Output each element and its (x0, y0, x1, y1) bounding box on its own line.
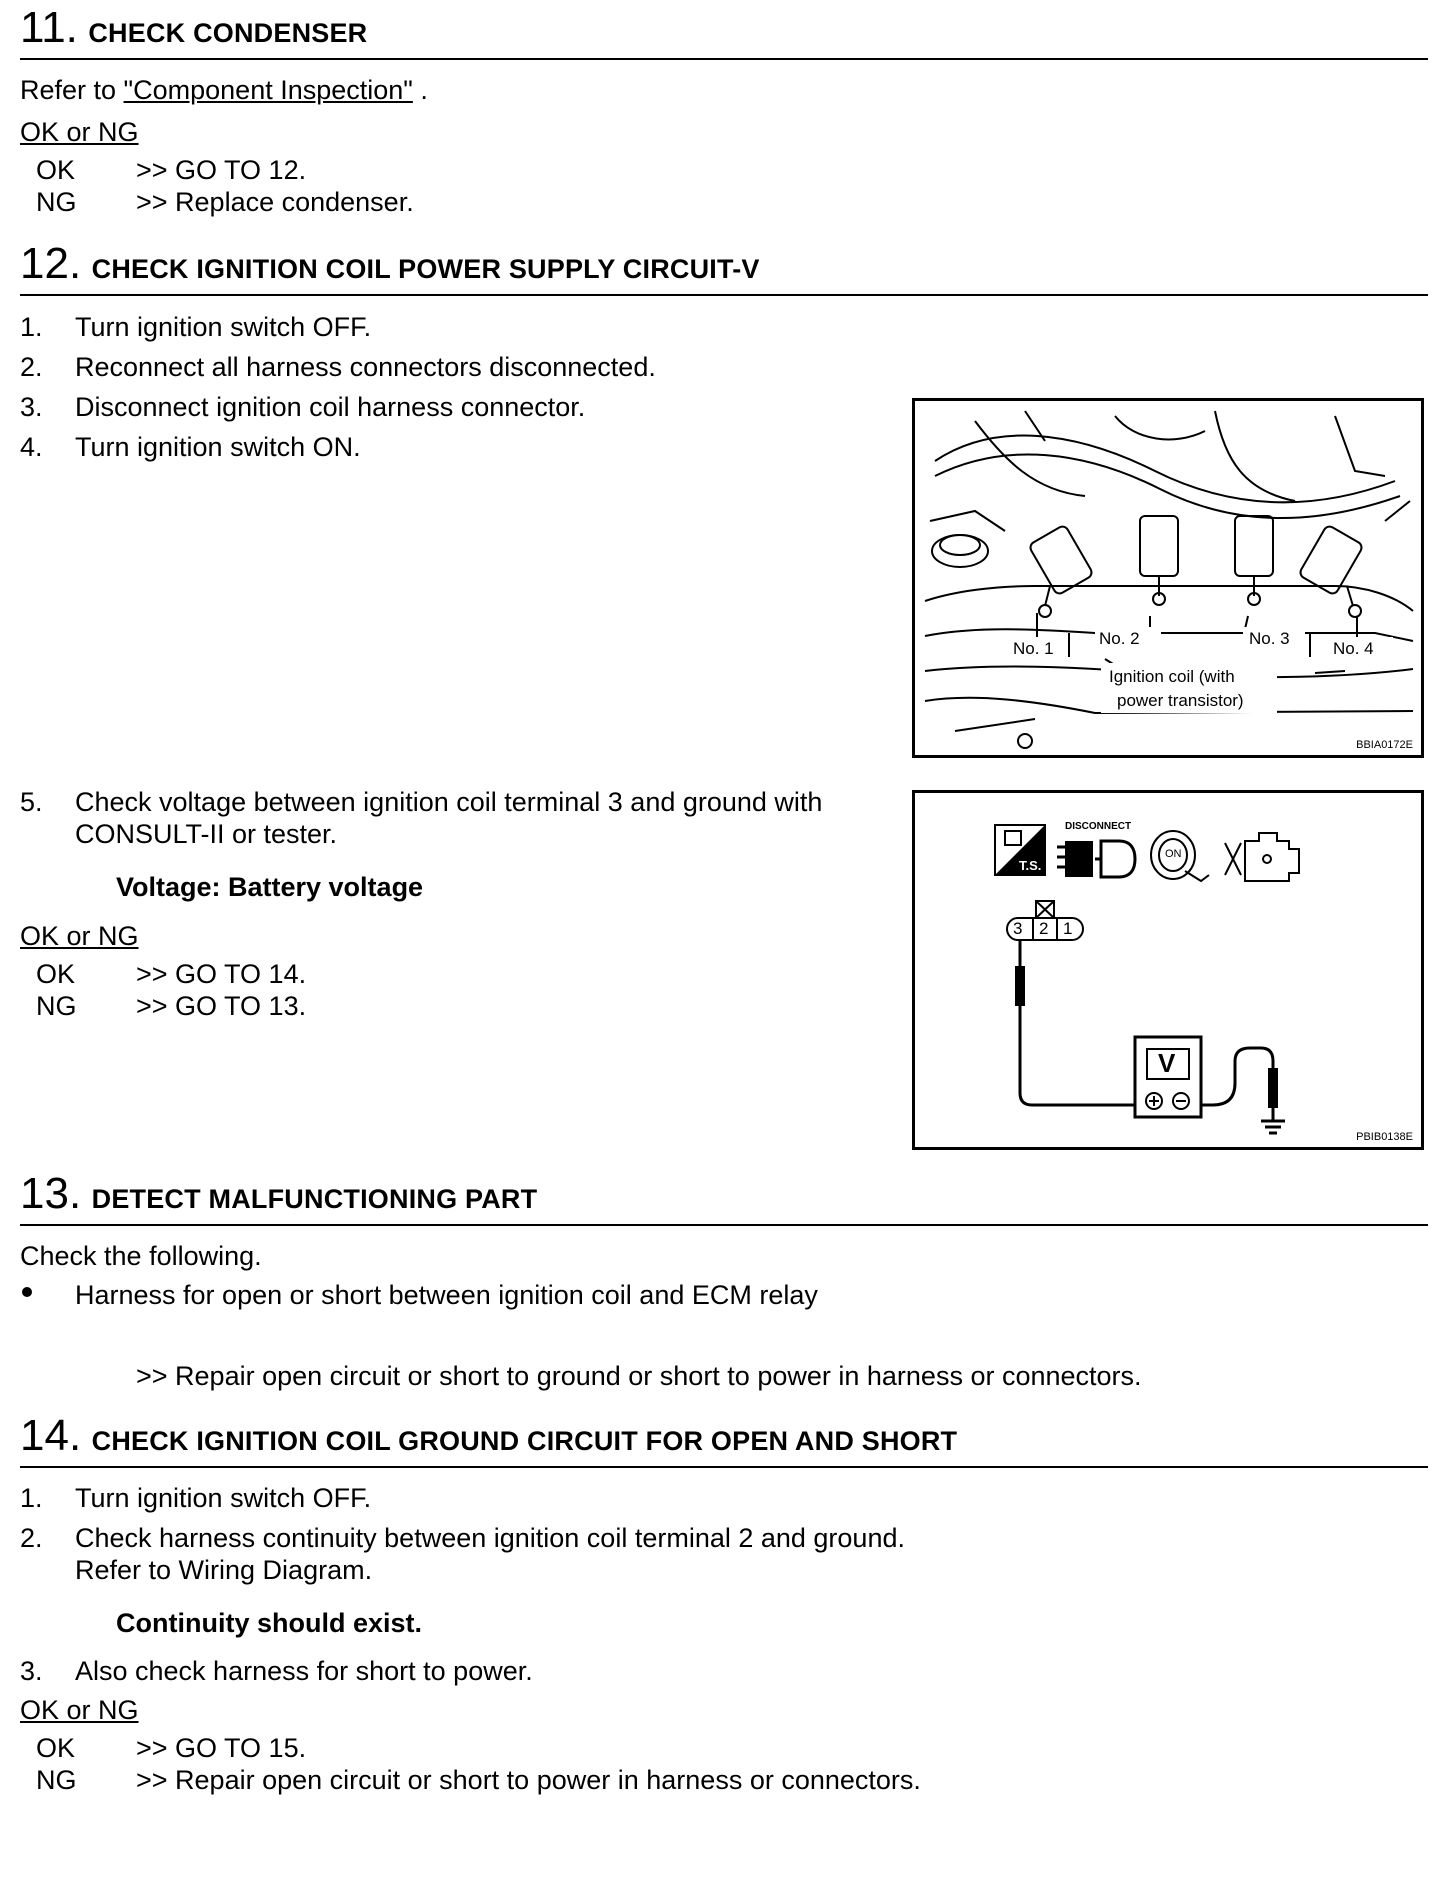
step-text: Turn ignition switch ON. (75, 432, 361, 462)
coil-label-no4: No. 4 (1333, 639, 1374, 658)
spec-voltage: Voltage: Battery voltage (116, 872, 424, 902)
ng-label: NG (36, 187, 77, 217)
coil-label-no2: No. 2 (1099, 629, 1140, 648)
section-divider (20, 1224, 1428, 1226)
spec-continuity: Continuity should exist. (116, 1608, 423, 1638)
ok-or-ng-heading: OK or NG (20, 117, 139, 147)
section-divider (20, 294, 1428, 296)
step-number: 2. (20, 1523, 43, 1553)
disconnect-label: DISCONNECT (1065, 821, 1132, 832)
disconnect-icon (1057, 841, 1135, 877)
section-title: CHECK IGNITION COIL GROUND CIRCUIT FOR OPEN AND SHORT (91, 1426, 958, 1456)
voltage-check-figure (912, 790, 1424, 1150)
refer-suffix: . (412, 75, 428, 105)
step-text: Turn ignition switch OFF. (75, 312, 372, 342)
step-number: 3. (20, 392, 43, 422)
step-text-cont: CONSULT-II or tester. (75, 819, 338, 849)
check-intro: Check the following. (20, 1241, 262, 1271)
section-title: CHECK IGNITION COIL POWER SUPPLY CIRCUIT-V (91, 254, 760, 284)
section-number: 13. (20, 1169, 82, 1218)
engine-icon (1225, 833, 1299, 881)
ok-action: >> GO TO 12. (136, 155, 307, 185)
terminal-1: 1 (1063, 919, 1073, 938)
ok-action: >> GO TO 15. (136, 1733, 307, 1763)
section-13-heading (20, 1169, 538, 1218)
step-text: Also check harness for short to power. (75, 1656, 533, 1686)
step-text: Check harness continuity between ignition coil terminal 2 and ground. (75, 1523, 905, 1553)
terminal-3: 3 (1013, 919, 1023, 938)
step-number: 5. (20, 787, 43, 817)
section-12-heading (20, 239, 760, 288)
ignition-coil-location-figure (912, 398, 1424, 758)
ng-label: NG (36, 991, 77, 1021)
on-label: ON (1165, 848, 1182, 860)
step-text: Check voltage between ignition coil terminal 3 and ground with (75, 787, 823, 817)
repair-action: >> Repair open circuit or short to ground or short to power in harness or connectors. (136, 1361, 1142, 1391)
terminal-2: 2 (1039, 919, 1049, 938)
section-divider (20, 58, 1428, 60)
ok-action: >> GO TO 14. (136, 959, 307, 989)
probe-negative (1268, 1068, 1278, 1108)
figure-code: PBIB0138E (1356, 1131, 1413, 1143)
ok-label: OK (36, 1733, 76, 1763)
step-number: 1. (20, 1483, 43, 1513)
component-inspection-link[interactable]: "Component Inspection" (123, 75, 413, 105)
step-number: 1. (20, 312, 43, 342)
section-number: 11. (20, 3, 78, 52)
ng-action: >> Replace condenser. (136, 187, 414, 217)
ok-label: OK (36, 959, 76, 989)
coil-label-no1: No. 1 (1013, 639, 1054, 658)
figure-code: BBIA0172E (1356, 739, 1413, 751)
step-text: Reconnect all harness connectors disconnected. (75, 352, 656, 382)
section-number: 14. (20, 1411, 82, 1460)
step-number: 3. (20, 1656, 43, 1686)
step-text-cont: Refer to Wiring Diagram. (75, 1555, 373, 1585)
caption-line-1: Ignition coil (with (1109, 667, 1235, 686)
section-number: 12. (20, 239, 82, 288)
ok-label: OK (36, 155, 76, 185)
bullet-text: Harness for open or short between ignition coil and ECM relay (75, 1280, 818, 1310)
section-14-heading (20, 1411, 958, 1460)
step-text: Disconnect ignition coil harness connector. (75, 392, 586, 422)
caption-line-2: power transistor) (1117, 691, 1244, 710)
ng-action: >> GO TO 13. (136, 991, 307, 1021)
refer-line (20, 74, 428, 106)
ok-or-ng-heading: OK or NG (20, 1695, 139, 1725)
refer-prefix: Refer to (20, 75, 124, 105)
ok-or-ng-heading: OK or NG (20, 921, 139, 951)
step-text: Turn ignition switch OFF. (75, 1483, 372, 1513)
section-divider (20, 1466, 1428, 1468)
section-title: CHECK CONDENSER (88, 18, 368, 48)
step-number: 4. (20, 432, 43, 462)
ng-label: NG (36, 1765, 77, 1795)
probe-positive (1015, 966, 1025, 1006)
voltage-circuit-diagram (915, 793, 1421, 1147)
step-number: 2. (20, 352, 43, 382)
section-11-heading (20, 3, 368, 52)
ng-action: >> Repair open circuit or short to power in harness or connectors. (136, 1765, 921, 1795)
ts-label: T.S. (1019, 858, 1042, 873)
meter-label: V (1158, 1048, 1176, 1078)
section-title: DETECT MALFUNCTIONING PART (91, 1184, 538, 1214)
bullet-icon (22, 1287, 32, 1297)
coil-label-no3: No. 3 (1249, 629, 1290, 648)
figure-caption (1109, 665, 1244, 713)
